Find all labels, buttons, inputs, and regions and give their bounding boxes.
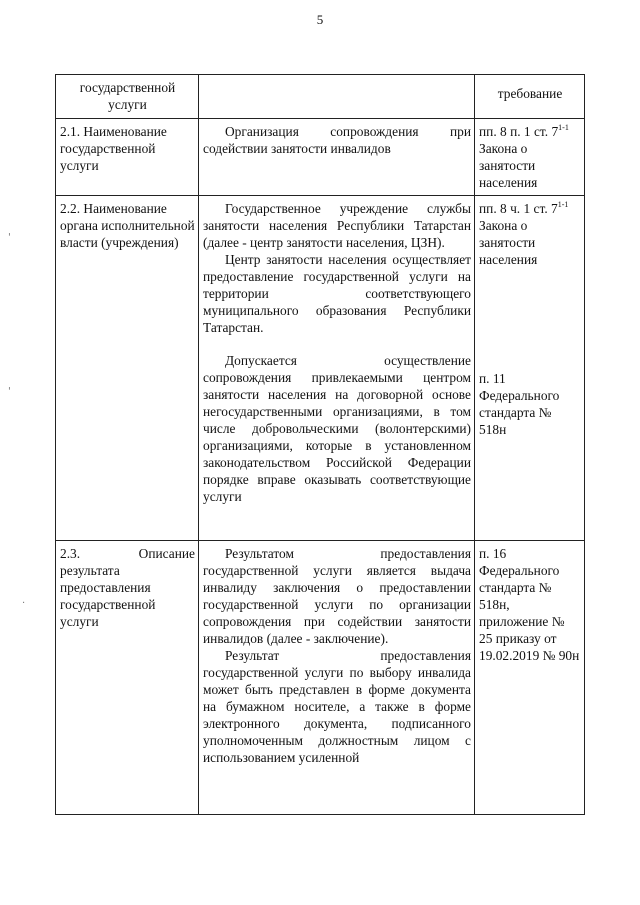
- header-cell-1: [56, 75, 199, 119]
- row-reference-2: п. 11 Федерального стандарта № 518н: [479, 371, 560, 437]
- row-content-paragraph: Центр занятости населения осуществляет предоставление государственной услуги на территории соответствующего муниципального образования Республики Татарстан.: [203, 252, 471, 335]
- reference-tail: Закона о занятости населения: [479, 141, 538, 190]
- row-reference: [479, 200, 581, 268]
- page-number: 5: [316, 12, 324, 27]
- row-title-cell: [56, 119, 199, 196]
- row-content-cell: [199, 196, 475, 541]
- reference-text: пп. 8 ч. 1 ст. 7: [479, 201, 558, 216]
- row-content-cell: [199, 541, 475, 815]
- header-cell-3: [475, 75, 585, 119]
- header-col1-text: государственной услуги: [79, 80, 176, 112]
- row-title: 2.1. Наименование государственной услуги: [60, 124, 167, 173]
- table-row: [56, 541, 585, 815]
- reference-superscript: 1-1: [557, 200, 569, 209]
- header-cell-2: [199, 75, 475, 119]
- row-reference: [479, 123, 581, 191]
- row-content-paragraph: Результат предоставления государственной услуги по выбору инвалида может быть представлен в форме документа на бумажном носителе, а также в форме электронного документа, подписанного уполномоченным должностным лицом с использованием усиленной: [203, 648, 471, 765]
- row-title-cell: [56, 196, 199, 541]
- row-content-paragraph: Государственное учреждение службы занятости населения Республики Татарстан (далее - центр занятости населения, ЦЗН).: [203, 201, 471, 250]
- reference-tail: Закона о занятости населения: [479, 218, 538, 267]
- row-reference-cell: [475, 541, 585, 815]
- row-title: 2.2. Наименование органа исполнительной власти (учреждения): [60, 201, 195, 250]
- reference-superscript: 1-1: [558, 123, 569, 132]
- header-col3-text: требование: [497, 86, 563, 101]
- table-row: [56, 119, 585, 196]
- row-content-paragraph: Допускается осуществление сопровождения привлекаемыми центром занятости населения на договорной основе негосударственными организациями, в том числе добровольческими (волонтерскими) организациями, которые в установленном законодательством Российской Федерации порядке вправе оказывать соответствующие услуги: [203, 353, 471, 504]
- row-content-cell: [199, 119, 475, 196]
- row-content-paragraph: Результатом предоставления государственной услуги является выдача инвалиду заключения о предоставлении государственной услуги по организации сопровождения при содействии занятости инвалидов (далее - заключение).: [203, 546, 471, 646]
- row-reference-cell: [475, 119, 585, 196]
- regulation-table: [55, 74, 585, 815]
- reference-text: пп. 8 п. 1 ст. 7: [479, 124, 559, 139]
- scan-mark: ': [8, 386, 11, 397]
- row-reference: п. 16 Федерального стандарта № 518н, приложение № 25 приказу от 19.02.2019 № 90н: [479, 546, 580, 663]
- table-row: [56, 196, 585, 541]
- table-header-row: [56, 75, 585, 119]
- row-reference-cell: [475, 196, 585, 541]
- scan-mark: ·: [22, 598, 26, 609]
- scan-mark: ': [8, 232, 11, 243]
- row-content-paragraph: Организация сопровождения при содействии занятости инвалидов: [203, 124, 471, 156]
- row-title: 2.3. Описание результата предоставления государственной услуги: [60, 546, 195, 629]
- row-title-cell: [56, 541, 199, 815]
